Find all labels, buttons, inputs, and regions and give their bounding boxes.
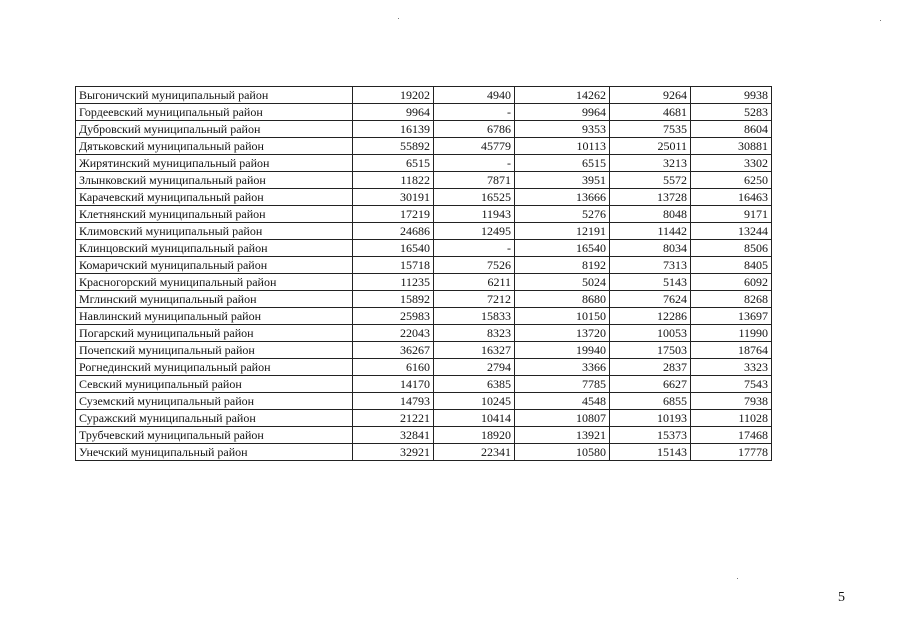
district-name-cell: Комаричский муниципальный район bbox=[76, 257, 353, 274]
value-cell-4: 13728 bbox=[610, 189, 691, 206]
value-cell-2: 16327 bbox=[434, 342, 515, 359]
district-name-cell: Трубчевский муниципальный район bbox=[76, 427, 353, 444]
table-row bbox=[76, 308, 772, 325]
value-cell-3: 8192 bbox=[515, 257, 610, 274]
value-cell-4: 2837 bbox=[610, 359, 691, 376]
table-row bbox=[76, 359, 772, 376]
value-cell-5: 6250 bbox=[691, 172, 772, 189]
value-cell-2: 10414 bbox=[434, 410, 515, 427]
table-row bbox=[76, 138, 772, 155]
value-cell-1: 14793 bbox=[353, 393, 434, 410]
value-cell-1: 22043 bbox=[353, 325, 434, 342]
value-cell-5: 8506 bbox=[691, 240, 772, 257]
value-cell-4: 8034 bbox=[610, 240, 691, 257]
district-name-cell: Клетнянский муниципальный район bbox=[76, 206, 353, 223]
district-name-cell: Красногорский муниципальный район bbox=[76, 274, 353, 291]
table-row bbox=[76, 291, 772, 308]
value-cell-5: 16463 bbox=[691, 189, 772, 206]
value-cell-2: 7526 bbox=[434, 257, 515, 274]
table-body bbox=[76, 87, 772, 461]
value-cell-5: 17468 bbox=[691, 427, 772, 444]
value-cell-1: 6515 bbox=[353, 155, 434, 172]
value-cell-5: 6092 bbox=[691, 274, 772, 291]
district-name-cell: Выгоничский муниципальный район bbox=[76, 87, 353, 104]
value-cell-4: 5143 bbox=[610, 274, 691, 291]
value-cell-3: 13720 bbox=[515, 325, 610, 342]
value-cell-1: 24686 bbox=[353, 223, 434, 240]
value-cell-5: 8268 bbox=[691, 291, 772, 308]
value-cell-1: 9964 bbox=[353, 104, 434, 121]
scan-speck bbox=[398, 18, 399, 19]
district-name-cell: Севский муниципальный район bbox=[76, 376, 353, 393]
table-row bbox=[76, 155, 772, 172]
value-cell-5: 5283 bbox=[691, 104, 772, 121]
value-cell-2: 7212 bbox=[434, 291, 515, 308]
value-cell-2: 4940 bbox=[434, 87, 515, 104]
value-cell-1: 19202 bbox=[353, 87, 434, 104]
value-cell-2: 12495 bbox=[434, 223, 515, 240]
value-cell-1: 25983 bbox=[353, 308, 434, 325]
value-cell-3: 8680 bbox=[515, 291, 610, 308]
value-cell-1: 36267 bbox=[353, 342, 434, 359]
table-row bbox=[76, 104, 772, 121]
value-cell-4: 10193 bbox=[610, 410, 691, 427]
value-cell-3: 10113 bbox=[515, 138, 610, 155]
district-name-cell: Рогнединский муниципальный район bbox=[76, 359, 353, 376]
district-name-cell: Навлинский муниципальный район bbox=[76, 308, 353, 325]
value-cell-2: 6385 bbox=[434, 376, 515, 393]
value-cell-5: 8604 bbox=[691, 121, 772, 138]
value-cell-4: 25011 bbox=[610, 138, 691, 155]
value-cell-4: 15143 bbox=[610, 444, 691, 461]
table-row bbox=[76, 257, 772, 274]
value-cell-2: 10245 bbox=[434, 393, 515, 410]
value-cell-2: - bbox=[434, 240, 515, 257]
value-cell-5: 9171 bbox=[691, 206, 772, 223]
value-cell-1: 32921 bbox=[353, 444, 434, 461]
value-cell-1: 14170 bbox=[353, 376, 434, 393]
value-cell-5: 18764 bbox=[691, 342, 772, 359]
value-cell-5: 13697 bbox=[691, 308, 772, 325]
value-cell-1: 21221 bbox=[353, 410, 434, 427]
value-cell-2: - bbox=[434, 104, 515, 121]
district-name-cell: Мглинский муниципальный район bbox=[76, 291, 353, 308]
value-cell-1: 16139 bbox=[353, 121, 434, 138]
table-row bbox=[76, 427, 772, 444]
value-cell-5: 30881 bbox=[691, 138, 772, 155]
table-row bbox=[76, 87, 772, 104]
value-cell-3: 19940 bbox=[515, 342, 610, 359]
value-cell-2: 11943 bbox=[434, 206, 515, 223]
value-cell-5: 7543 bbox=[691, 376, 772, 393]
value-cell-5: 8405 bbox=[691, 257, 772, 274]
value-cell-1: 55892 bbox=[353, 138, 434, 155]
table-row bbox=[76, 121, 772, 138]
value-cell-3: 16540 bbox=[515, 240, 610, 257]
value-cell-5: 3302 bbox=[691, 155, 772, 172]
value-cell-3: 13666 bbox=[515, 189, 610, 206]
value-cell-3: 14262 bbox=[515, 87, 610, 104]
value-cell-3: 5276 bbox=[515, 206, 610, 223]
value-cell-1: 11822 bbox=[353, 172, 434, 189]
value-cell-5: 9938 bbox=[691, 87, 772, 104]
value-cell-5: 11028 bbox=[691, 410, 772, 427]
table-row bbox=[76, 274, 772, 291]
value-cell-2: 18920 bbox=[434, 427, 515, 444]
page-number: 5 bbox=[838, 590, 845, 605]
value-cell-4: 7313 bbox=[610, 257, 691, 274]
value-cell-4: 6627 bbox=[610, 376, 691, 393]
value-cell-2: 7871 bbox=[434, 172, 515, 189]
value-cell-1: 30191 bbox=[353, 189, 434, 206]
district-name-cell: Суземский муниципальный район bbox=[76, 393, 353, 410]
district-name-cell: Унечский муниципальный район bbox=[76, 444, 353, 461]
value-cell-1: 6160 bbox=[353, 359, 434, 376]
value-cell-3: 12191 bbox=[515, 223, 610, 240]
value-cell-5: 7938 bbox=[691, 393, 772, 410]
value-cell-5: 11990 bbox=[691, 325, 772, 342]
value-cell-1: 17219 bbox=[353, 206, 434, 223]
value-cell-3: 10580 bbox=[515, 444, 610, 461]
value-cell-1: 11235 bbox=[353, 274, 434, 291]
district-name-cell: Почепский муниципальный район bbox=[76, 342, 353, 359]
value-cell-5: 3323 bbox=[691, 359, 772, 376]
scan-speck bbox=[880, 20, 881, 21]
district-name-cell: Злынковский муниципальный район bbox=[76, 172, 353, 189]
value-cell-4: 9264 bbox=[610, 87, 691, 104]
district-name-cell: Суражский муниципальный район bbox=[76, 410, 353, 427]
value-cell-4: 8048 bbox=[610, 206, 691, 223]
value-cell-2: 22341 bbox=[434, 444, 515, 461]
value-cell-4: 17503 bbox=[610, 342, 691, 359]
district-name-cell: Погарский муниципальный район bbox=[76, 325, 353, 342]
table-row bbox=[76, 410, 772, 427]
table-row bbox=[76, 172, 772, 189]
value-cell-4: 4681 bbox=[610, 104, 691, 121]
district-name-cell: Клинцовский муниципальный район bbox=[76, 240, 353, 257]
value-cell-4: 12286 bbox=[610, 308, 691, 325]
value-cell-2: 6211 bbox=[434, 274, 515, 291]
table-row bbox=[76, 325, 772, 342]
district-name-cell: Дятьковский муниципальный район bbox=[76, 138, 353, 155]
value-cell-4: 5572 bbox=[610, 172, 691, 189]
district-name-cell: Гордеевский муниципальный район bbox=[76, 104, 353, 121]
value-cell-4: 11442 bbox=[610, 223, 691, 240]
value-cell-4: 10053 bbox=[610, 325, 691, 342]
value-cell-3: 7785 bbox=[515, 376, 610, 393]
district-population-table bbox=[75, 86, 772, 461]
table-row bbox=[76, 189, 772, 206]
value-cell-3: 9353 bbox=[515, 121, 610, 138]
table-row bbox=[76, 206, 772, 223]
value-cell-4: 15373 bbox=[610, 427, 691, 444]
district-name-cell: Жирятинский муниципальный район bbox=[76, 155, 353, 172]
value-cell-2: 2794 bbox=[434, 359, 515, 376]
value-cell-3: 10150 bbox=[515, 308, 610, 325]
value-cell-3: 13921 bbox=[515, 427, 610, 444]
value-cell-3: 6515 bbox=[515, 155, 610, 172]
scan-speck bbox=[737, 578, 738, 579]
value-cell-5: 17778 bbox=[691, 444, 772, 461]
value-cell-2: 16525 bbox=[434, 189, 515, 206]
value-cell-3: 5024 bbox=[515, 274, 610, 291]
district-name-cell: Климовский муниципальный район bbox=[76, 223, 353, 240]
table-row bbox=[76, 342, 772, 359]
table-row bbox=[76, 376, 772, 393]
table-row bbox=[76, 393, 772, 410]
value-cell-1: 15718 bbox=[353, 257, 434, 274]
value-cell-2: 6786 bbox=[434, 121, 515, 138]
value-cell-4: 7624 bbox=[610, 291, 691, 308]
value-cell-5: 13244 bbox=[691, 223, 772, 240]
value-cell-2: 45779 bbox=[434, 138, 515, 155]
district-name-cell: Дубровский муниципальный район bbox=[76, 121, 353, 138]
value-cell-2: 15833 bbox=[434, 308, 515, 325]
value-cell-3: 3366 bbox=[515, 359, 610, 376]
value-cell-1: 16540 bbox=[353, 240, 434, 257]
value-cell-3: 9964 bbox=[515, 104, 610, 121]
table-row bbox=[76, 240, 772, 257]
value-cell-4: 3213 bbox=[610, 155, 691, 172]
value-cell-3: 10807 bbox=[515, 410, 610, 427]
value-cell-1: 15892 bbox=[353, 291, 434, 308]
value-cell-4: 6855 bbox=[610, 393, 691, 410]
value-cell-3: 3951 bbox=[515, 172, 610, 189]
table-row bbox=[76, 223, 772, 240]
district-name-cell: Карачевский муниципальный район bbox=[76, 189, 353, 206]
value-cell-2: - bbox=[434, 155, 515, 172]
value-cell-2: 8323 bbox=[434, 325, 515, 342]
value-cell-4: 7535 bbox=[610, 121, 691, 138]
value-cell-3: 4548 bbox=[515, 393, 610, 410]
value-cell-1: 32841 bbox=[353, 427, 434, 444]
table-row bbox=[76, 444, 772, 461]
